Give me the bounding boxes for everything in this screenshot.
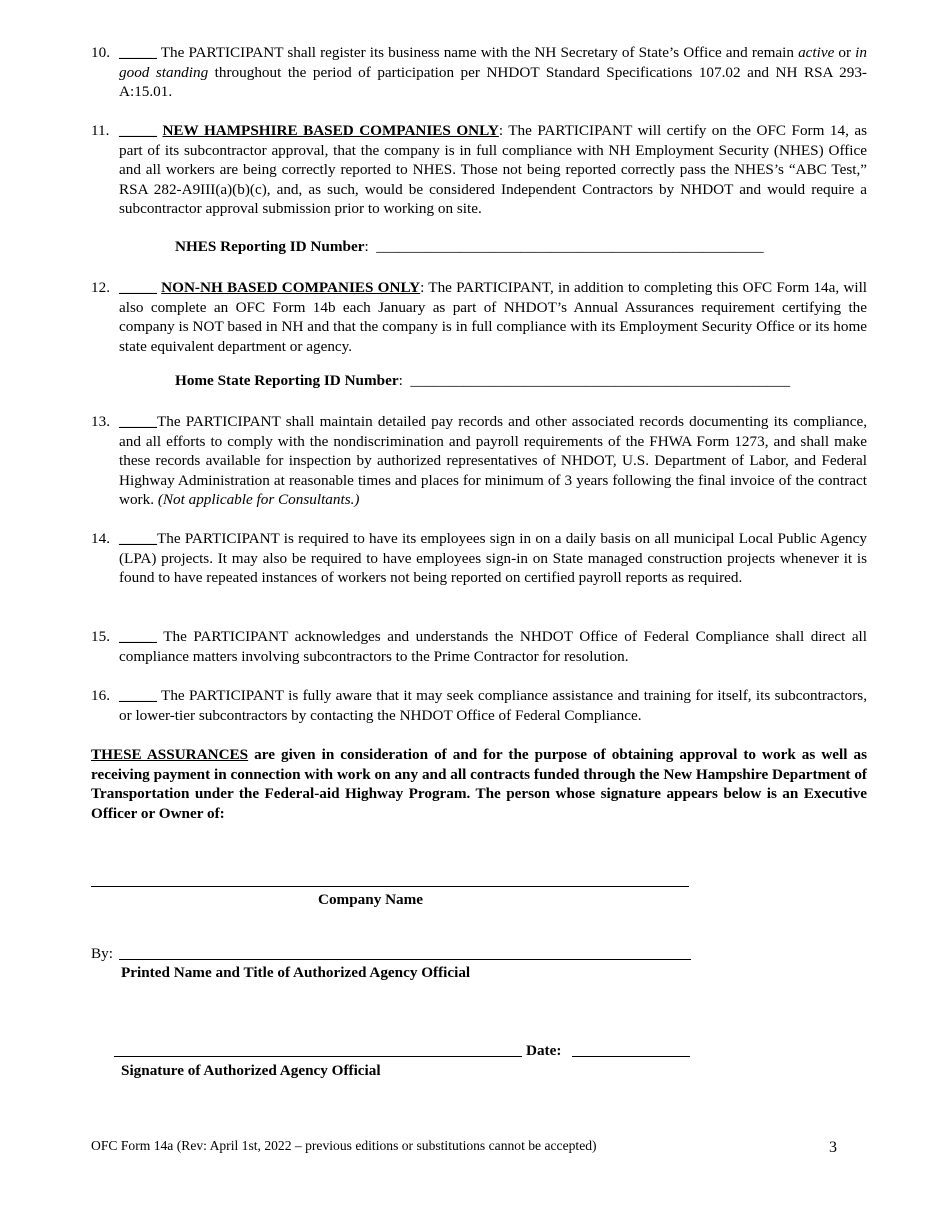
item-text: _____ NEW HAMPSHIRE BASED COMPANIES ONLY: The PARTICIPANT will certify on the OFC Form 14, as part of its subcontractor approval, that the company is in full compliance with NH Employment Security (NHES) Office and all workers are being correctly reported to NHES. Those not being reported correctly pass the NHES’s “ABC Test,” RSA 282-A9III(a)(b)(c), and, as such, would be considered Independent Contractors by NHDOT and would require a subcontractor approval submission prior to working on site. <box>119 122 867 218</box>
home-state-id-field[interactable]: Home State Reporting ID Number: __________________________________________________ <box>175 372 791 389</box>
item-number: 15. <box>91 628 110 645</box>
item-text: _____The PARTICIPANT shall maintain detailed pay records and other associated records documenting its compliance, and all efforts to comply with the nondiscrimination and payroll requirements of the FHWA Form 1273, and shall make these records available for inspection by authorized representatives of NHDOT, U.S. Department of Labor, and Federal Highway Administration at reasonable times and places for minimum of 3 years following the final invoice of the contract work. (Not applicable for Consultants.) <box>119 413 867 509</box>
initial-blank[interactable]: _____ <box>119 628 157 645</box>
nhes-id-label: NHES Reporting ID Number <box>175 238 365 255</box>
item-number: 16. <box>91 687 110 704</box>
company-name-label: Company Name <box>318 891 424 908</box>
home-state-id-label: Home State Reporting ID Number <box>175 372 399 389</box>
assurance-item-13 <box>91 412 867 510</box>
item-number: 13. <box>91 413 110 430</box>
item-heading: NON-NH BASED COMPANIES ONLY <box>161 279 421 296</box>
item-heading: NEW HAMPSHIRE BASED COMPANIES ONLY <box>162 122 499 139</box>
item-number: 11. <box>91 122 110 139</box>
assurance-item-10 <box>91 43 867 102</box>
item-number: 12. <box>91 279 110 296</box>
page-number: 3 <box>829 1139 837 1156</box>
printed-name-label: Printed Name and Title of Authorized Agency Official <box>121 964 471 981</box>
consultant-note: (Not applicable for Consultants.) <box>157 491 360 509</box>
assurance-item-14 <box>91 529 867 588</box>
printed-name-line[interactable] <box>119 959 691 960</box>
item-text: _____ The PARTICIPANT shall register its business name with the NH Secretary of State’s Office and remain active or in good standing throughout the period of participation per NHDOT Standard Specifications 107.02 and NH RSA 293-A:15.01. <box>119 44 867 101</box>
item-number: 14. <box>91 530 110 547</box>
by-label: By: <box>91 945 113 962</box>
assurances-heading: THESE ASSURANCES <box>91 746 249 763</box>
assurance-item-11 <box>91 121 867 219</box>
initial-blank[interactable]: _____ <box>119 44 157 61</box>
date-label: Date: <box>526 1042 562 1059</box>
signature-label: Signature of Authorized Agency Official <box>121 1062 381 1079</box>
initial-blank[interactable]: _____ <box>119 122 157 139</box>
company-name-line[interactable] <box>91 886 689 887</box>
form-revision-footer: OFC Form 14a (Rev: April 1st, 2022 – previous editions or substitutions cannot be accepted) <box>91 1138 597 1153</box>
assurance-item-12 <box>91 278 867 356</box>
initial-blank[interactable]: _____ <box>119 687 157 704</box>
nhes-id-field[interactable]: NHES Reporting ID Number: ___________________________________________________ <box>175 238 764 255</box>
item-text: _____The PARTICIPANT is required to have its employees sign in on a daily basis on all municipal Local Public Agency (LPA) projects. It may also be required to have employees sign-in on State managed construction projects whenever it is found to have repeated instances of workers not being reported on certified payroll reports as required. <box>119 530 867 587</box>
signature-line[interactable] <box>114 1056 522 1057</box>
initial-blank[interactable]: _____ <box>119 413 157 430</box>
item-text: _____ The PARTICIPANT is fully aware that it may seek compliance assistance and training for itself, its subcontractors, or lower-tier subcontractors by contacting the NHDOT Office of Federal Compliance. <box>119 687 867 724</box>
assurance-item-15 <box>91 627 867 666</box>
assurance-item-16 <box>91 686 867 725</box>
item-text: _____ The PARTICIPANT acknowledges and understands the NHDOT Office of Federal Compliance shall direct all compliance matters involving subcontractors to the Prime Contractor for resolution. <box>119 628 867 665</box>
item-text: _____ NON-NH BASED COMPANIES ONLY: The PARTICIPANT, in addition to completing this OFC Form 14a, will also complete an OFC Form 14b each January as part of NHDOT’s Annual Assurances requirement certifying the company is NOT based in NH and that the company is in full compliance with its Employment Security Office or its home state equivalent department or agency. <box>119 279 868 355</box>
assurances-statement: THESE ASSURANCES are given in consideration of and for the purpose of obtaining approval to work as well as receiving payment in connection with work on any and all contracts funded through the New Hampshire Department of Transportation under the Federal-aid Highway Program. The person whose signature appears below is an Executive Officer or Owner of: <box>91 746 868 822</box>
item-number: 10. <box>91 44 110 61</box>
date-line[interactable] <box>572 1056 690 1057</box>
initial-blank[interactable]: _____ <box>119 279 157 296</box>
initial-blank[interactable]: _____ <box>119 530 157 547</box>
